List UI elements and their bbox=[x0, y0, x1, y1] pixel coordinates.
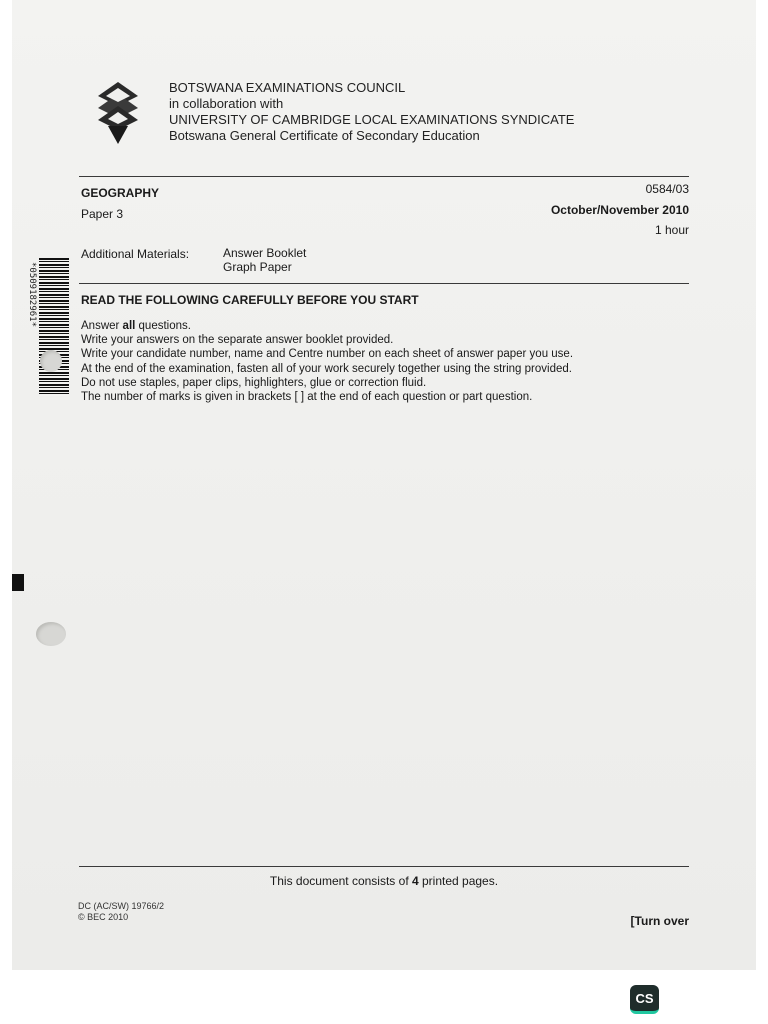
instruction-line: The number of marks is given in brackets [ ] at the end of each question or part question. bbox=[81, 391, 533, 404]
collaboration-text: in collaboration with bbox=[169, 96, 284, 111]
material-item: Graph Paper bbox=[223, 260, 292, 274]
footer-divider bbox=[79, 866, 689, 867]
bec-logo-icon bbox=[98, 82, 138, 144]
subject-title: GEOGRAPHY bbox=[81, 186, 160, 200]
exam-cover-page bbox=[12, 0, 756, 970]
certificate-name: Botswana General Certificate of Secondary Education bbox=[169, 128, 480, 143]
council-name: BOTSWANA EXAMINATIONS COUNCIL bbox=[169, 80, 406, 95]
punch-hole bbox=[36, 622, 66, 646]
instruction-line: Write your answers on the separate answer booklet provided. bbox=[81, 334, 394, 347]
paper-number: Paper 3 bbox=[81, 207, 124, 221]
instructions-heading: READ THE FOLLOWING CAREFULLY BEFORE YOU START bbox=[81, 293, 419, 307]
camscanner-logo-icon: CS bbox=[630, 985, 659, 1014]
exam-duration: 1 hour bbox=[654, 223, 689, 237]
materials-list bbox=[223, 246, 306, 274]
barcode-number: *0509182961* bbox=[27, 262, 37, 328]
reference-code: DC (AC/SW) 19766/2 bbox=[78, 901, 165, 911]
instruction-line: Write your candidate number, name and Centre number on each sheet of answer paper you use. bbox=[81, 348, 574, 361]
header-divider bbox=[79, 176, 689, 177]
instruction-line: At the end of the examination, fasten all of your work securely together using the string provided. bbox=[81, 362, 572, 375]
issuing-bodies bbox=[169, 80, 574, 144]
syndicate-name: UNIVERSITY OF CAMBRIDGE LOCAL EXAMINATIONS SYNDICATE bbox=[169, 112, 575, 127]
material-item: Answer Booklet bbox=[223, 246, 307, 260]
registration-mark bbox=[12, 574, 24, 591]
materials-label: Additional Materials: bbox=[81, 247, 190, 261]
instructions-list bbox=[81, 319, 573, 404]
turn-over-label: [Turn over bbox=[630, 914, 689, 928]
exam-session: October/November 2010 bbox=[550, 203, 689, 217]
instruction-line: Do not use staples, paper clips, highlighters, glue or correction fluid. bbox=[81, 376, 427, 389]
page-count-note: This document consists of 4 printed pages. bbox=[269, 874, 499, 888]
syllabus-code: 0584/03 bbox=[645, 182, 689, 196]
copyright: © BEC 2010 bbox=[78, 912, 129, 922]
punch-hole bbox=[40, 350, 62, 372]
instructions-divider bbox=[79, 283, 689, 284]
barcode bbox=[39, 258, 69, 396]
document-reference bbox=[78, 901, 164, 923]
instruction-line: Answer all questions. bbox=[81, 320, 191, 332]
